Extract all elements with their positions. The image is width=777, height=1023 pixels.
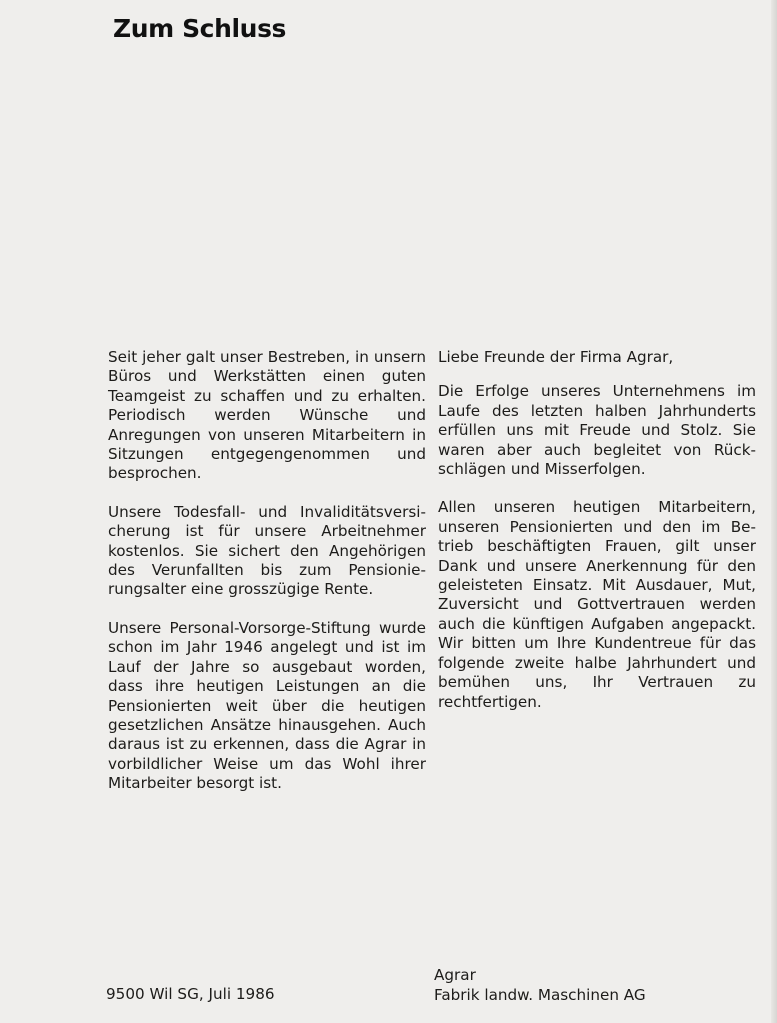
left-column: [108, 348, 426, 813]
footer-place-date: 9500 Wil SG, Juli 1986: [106, 985, 275, 1003]
salutation: Liebe Freunde der Firma Agrar,: [438, 348, 674, 366]
left-paragraph-3: Unsere Personal-Vorsorge-Stiftung wurde schon im Jahr 1946 angelegt und ist im Lauf der Jahre so ausgebaut worden, dass ihre heutigen Leistungen an die Pensionierten weit über die heutigen gesetzlichen Ansätze hinausgehen. Auch daraus ist zu erkennen, dass die Agrar in vorbildlicher Weise um das Wohl ihrer Mitarbeiter besorgt ist.: [108, 618, 426, 793]
company-description: Fabrik landw. Maschinen AG: [434, 986, 646, 1004]
left-paragraph-1: Seit jeher galt unser Bestreben, in unsern Büros und Werkstätten einen guten Teamgeist zu schaffen und zu erhalten. Periodisch werden Wünsche und Anregungen von unseren Mitarbeitern in Sitzungen entgegengenommen und besprochen.: [108, 348, 426, 483]
right-column: [438, 348, 756, 731]
left-paragraph-2: Unsere Todesfall- und Invaliditätsversicherung ist für unsere Arbeitnehmer kostenlos. Sie sichert den Angehörigen des Verunfallten bis zum Pensionierungsalter eine grosszügige Rente.: [108, 502, 426, 599]
right-paragraph-2: Allen unseren heutigen Mitarbeitern, unseren Pensionierten und den im Betrieb beschäftigten Frauen, gilt unser Dank und unsere Anerkennung für den geleisteten Einsatz. Mit Ausdauer, Mut, Zuversicht und Gottvertrauen werden auch die künftigen Aufgaben angepackt. Wir bitten um Ihre Kundentreue für das folgende zweite halbe Jahrhundert und bemühen uns, Ihr Vertrauen zu rechtfertigen.: [438, 498, 756, 711]
page-edge: [771, 0, 777, 1023]
page-title: Zum Schluss: [113, 14, 287, 43]
company-name: Agrar: [434, 966, 476, 984]
footer-company: [434, 965, 646, 1005]
right-paragraph-1: Die Erfolge unseres Unternehmens im Laufe des letzten halben Jahrhunderts erfüllen uns mit Freude und Stolz. Sie waren aber auch begleitet von Rückschlägen und Misserfolgen.: [438, 382, 756, 479]
